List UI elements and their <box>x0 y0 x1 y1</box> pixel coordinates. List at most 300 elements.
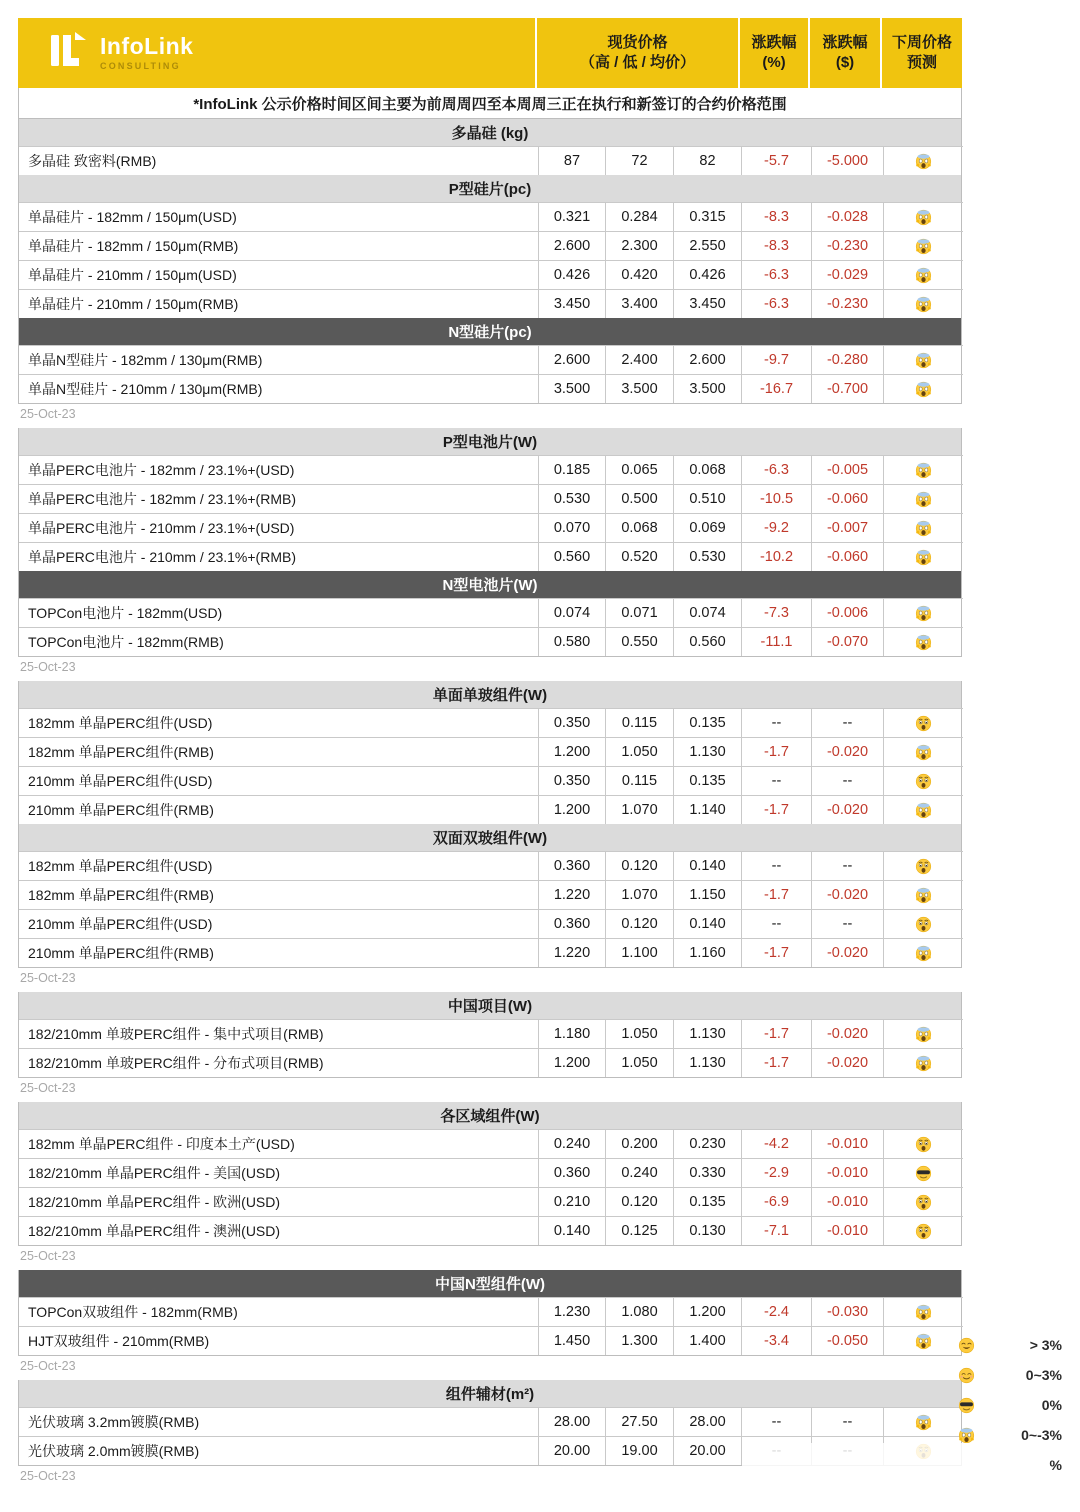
price-low: 0.520 <box>605 542 673 571</box>
product-label: 210mm 单晶PERC组件(USD) <box>19 766 538 795</box>
section-header: 中国N型组件(W) <box>19 1270 961 1297</box>
change-pct: -4.2 <box>741 1129 811 1158</box>
price-low: 0.200 <box>605 1129 673 1158</box>
price-high: 1.220 <box>538 880 605 909</box>
column-header-change-usd <box>810 18 882 88</box>
table-row <box>19 1019 961 1048</box>
astonished-emoji-icon <box>883 1187 963 1216</box>
price-avg: 1.130 <box>673 1019 741 1048</box>
brand-subtitle: CONSULTING <box>100 61 181 71</box>
change-pct: -8.3 <box>741 231 811 260</box>
price-high: 3.450 <box>538 289 605 318</box>
price-avg: 0.510 <box>673 484 741 513</box>
section-header: 双面双玻组件(W) <box>19 824 961 851</box>
price-low: 0.420 <box>605 260 673 289</box>
table-row <box>19 1048 961 1077</box>
price-high: 0.185 <box>538 455 605 484</box>
product-label: 单晶硅片 - 182mm / 150μm(USD) <box>19 202 538 231</box>
price-low: 2.300 <box>605 231 673 260</box>
table-row <box>19 1187 961 1216</box>
change-pct-unit: (%) <box>762 54 786 71</box>
change-usd: -- <box>811 1407 883 1436</box>
change-pct: -1.7 <box>741 795 811 824</box>
product-label: 多晶硅 致密料(RMB) <box>19 146 538 175</box>
change-usd: -0.060 <box>811 484 883 513</box>
price-high: 0.530 <box>538 484 605 513</box>
legend-item <box>958 1360 1062 1390</box>
date-label: 25-Oct-23 <box>20 407 76 421</box>
table-row <box>19 484 961 513</box>
change-usd: -0.010 <box>811 1158 883 1187</box>
table-row <box>19 598 961 627</box>
table-row <box>19 231 961 260</box>
price-block <box>18 1270 962 1356</box>
section-header: P型硅片(pc) <box>19 175 961 202</box>
price-high: 0.140 <box>538 1216 605 1245</box>
section-header: N型电池片(W) <box>19 571 961 598</box>
scream-emoji-icon <box>883 795 963 824</box>
legend-label: 0~3% <box>1025 1367 1062 1383</box>
section-header: P型电池片(W) <box>19 428 961 455</box>
astonished-emoji-icon <box>883 1129 963 1158</box>
scream-emoji-icon <box>958 1427 978 1444</box>
legend-label: % <box>1049 1457 1062 1473</box>
price-avg: 0.560 <box>673 627 741 656</box>
price-high: 0.360 <box>538 1158 605 1187</box>
price-high: 1.220 <box>538 938 605 967</box>
product-label: 182mm 单晶PERC组件 - 印度本土产(USD) <box>19 1129 538 1158</box>
scream-emoji-icon <box>883 146 963 175</box>
change-usd: -0.050 <box>811 1326 883 1355</box>
price-note: *InfoLink 公示价格时间区间主要为前周周四至本周周三正在执行和新签订的合约价格范围 <box>18 88 962 119</box>
product-label: 单晶PERC电池片 - 182mm / 23.1%+(USD) <box>19 455 538 484</box>
scream-emoji-icon <box>883 484 963 513</box>
product-label: 182mm 单晶PERC组件(USD) <box>19 851 538 880</box>
price-low: 0.120 <box>605 909 673 938</box>
change-usd: -0.230 <box>811 231 883 260</box>
price-high: 0.560 <box>538 542 605 571</box>
change-pct: -6.3 <box>741 260 811 289</box>
price-avg: 3.500 <box>673 374 741 403</box>
cool-emoji-icon <box>958 1397 978 1414</box>
price-avg: 0.230 <box>673 1129 741 1158</box>
price-low: 0.120 <box>605 1187 673 1216</box>
change-usd: -0.020 <box>811 938 883 967</box>
table-row <box>19 1407 961 1436</box>
price-high: 0.321 <box>538 202 605 231</box>
price-avg: 82 <box>673 146 741 175</box>
price-high: 28.00 <box>538 1407 605 1436</box>
change-usd: -0.007 <box>811 513 883 542</box>
legend-label: 0~-3% <box>1021 1427 1062 1443</box>
price-low: 0.115 <box>605 708 673 737</box>
price-low: 0.125 <box>605 1216 673 1245</box>
scream-emoji-icon <box>883 1019 963 1048</box>
price-high: 0.210 <box>538 1187 605 1216</box>
product-label: 182/210mm 单晶PERC组件 - 澳洲(USD) <box>19 1216 538 1245</box>
price-high: 0.580 <box>538 627 605 656</box>
change-usd-label: 涨跌幅 <box>822 34 868 51</box>
change-usd: -0.020 <box>811 880 883 909</box>
price-avg: 28.00 <box>673 1407 741 1436</box>
price-low: 3.400 <box>605 289 673 318</box>
table-row <box>19 542 961 571</box>
change-pct: -10.5 <box>741 484 811 513</box>
price-avg: 0.130 <box>673 1216 741 1245</box>
price-low: 0.068 <box>605 513 673 542</box>
table-row <box>19 1297 961 1326</box>
price-avg: 20.00 <box>673 1436 741 1465</box>
change-pct: -1.7 <box>741 880 811 909</box>
change-pct: -- <box>741 1407 811 1436</box>
cool-emoji-icon <box>883 1158 963 1187</box>
product-label: 光伏玻璃 2.0mm镀膜(RMB) <box>19 1436 538 1465</box>
table-row <box>19 202 961 231</box>
date-label: 25-Oct-23 <box>20 660 76 674</box>
price-high: 1.200 <box>538 737 605 766</box>
change-pct: -11.1 <box>741 627 811 656</box>
price-high: 1.450 <box>538 1326 605 1355</box>
table-row <box>19 766 961 795</box>
product-label: 182/210mm 单晶PERC组件 - 美国(USD) <box>19 1158 538 1187</box>
price-low: 1.070 <box>605 880 673 909</box>
price-avg: 0.069 <box>673 513 741 542</box>
scream-emoji-icon <box>883 1297 963 1326</box>
brand-text <box>100 35 193 71</box>
change-usd: -0.006 <box>811 598 883 627</box>
change-usd: -- <box>811 766 883 795</box>
table-row <box>19 289 961 318</box>
scream-emoji-icon <box>883 737 963 766</box>
price-avg: 1.160 <box>673 938 741 967</box>
price-high: 20.00 <box>538 1436 605 1465</box>
change-usd: -0.020 <box>811 737 883 766</box>
table-row <box>19 708 961 737</box>
price-avg: 0.135 <box>673 766 741 795</box>
change-usd: -5.000 <box>811 146 883 175</box>
product-label: 单晶N型硅片 - 210mm / 130μm(RMB) <box>19 374 538 403</box>
product-label: TOPCon电池片 - 182mm(USD) <box>19 598 538 627</box>
price-low: 0.115 <box>605 766 673 795</box>
change-pct: -6.3 <box>741 455 811 484</box>
section-header: 中国项目(W) <box>19 992 961 1019</box>
price-block <box>18 1102 962 1246</box>
product-label: 210mm 单晶PERC组件(USD) <box>19 909 538 938</box>
scream-emoji-icon <box>883 880 963 909</box>
product-label: TOPCon电池片 - 182mm(RMB) <box>19 627 538 656</box>
price-avg: 0.140 <box>673 909 741 938</box>
price-avg: 1.140 <box>673 795 741 824</box>
price-low: 1.050 <box>605 1048 673 1077</box>
price-high: 1.180 <box>538 1019 605 1048</box>
price-low: 1.300 <box>605 1326 673 1355</box>
brand-name: InfoLink <box>100 33 194 59</box>
change-usd: -0.070 <box>811 627 883 656</box>
infolink-logo-icon <box>46 28 90 78</box>
change-usd: -0.010 <box>811 1129 883 1158</box>
price-avg: 3.450 <box>673 289 741 318</box>
change-pct: -9.2 <box>741 513 811 542</box>
date-label: 25-Oct-23 <box>20 1249 76 1263</box>
price-avg: 1.150 <box>673 880 741 909</box>
header-logo-cell <box>18 18 537 88</box>
legend-label: 0% <box>1041 1397 1062 1413</box>
price-block <box>18 681 962 968</box>
price-avg: 0.135 <box>673 708 741 737</box>
change-usd: -0.020 <box>811 795 883 824</box>
price-low: 1.070 <box>605 795 673 824</box>
smile-emoji-icon <box>958 1367 978 1384</box>
price-high: 0.350 <box>538 708 605 737</box>
change-pct: -6.3 <box>741 289 811 318</box>
price-low: 0.120 <box>605 851 673 880</box>
price-table <box>18 18 962 1490</box>
price-avg: 2.600 <box>673 345 741 374</box>
scream-emoji-icon <box>883 260 963 289</box>
product-label: 182mm 单晶PERC组件(USD) <box>19 708 538 737</box>
price-low: 27.50 <box>605 1407 673 1436</box>
price-low: 1.050 <box>605 737 673 766</box>
product-label: 210mm 单晶PERC组件(RMB) <box>19 938 538 967</box>
change-usd: -0.700 <box>811 374 883 403</box>
change-usd: -0.029 <box>811 260 883 289</box>
scream-emoji-icon <box>883 627 963 656</box>
product-label: 182mm 单晶PERC组件(RMB) <box>19 737 538 766</box>
table-row <box>19 880 961 909</box>
change-usd: -- <box>811 909 883 938</box>
price-avg: 1.200 <box>673 1297 741 1326</box>
price-low: 0.071 <box>605 598 673 627</box>
table-row <box>19 146 961 175</box>
change-usd: -- <box>811 708 883 737</box>
change-usd: -0.020 <box>811 1019 883 1048</box>
price-avg: 0.068 <box>673 455 741 484</box>
price-high: 87 <box>538 146 605 175</box>
change-usd: -0.010 <box>811 1216 883 1245</box>
section-header: 组件辅材(m²) <box>19 1380 961 1407</box>
table-row <box>19 1326 961 1355</box>
scream-emoji-icon <box>883 289 963 318</box>
product-label: 182mm 单晶PERC组件(RMB) <box>19 880 538 909</box>
change-pct: -7.1 <box>741 1216 811 1245</box>
white-overlay <box>742 1443 1040 1489</box>
change-pct: -5.7 <box>741 146 811 175</box>
table-row <box>19 1216 961 1245</box>
price-block <box>18 428 962 657</box>
forecast-label-line2: 预测 <box>906 54 937 71</box>
price-low: 72 <box>605 146 673 175</box>
astonished-emoji-icon <box>883 909 963 938</box>
spot-price-label: 现货价格 <box>607 34 668 51</box>
astonished-emoji-icon <box>883 851 963 880</box>
price-high: 0.350 <box>538 766 605 795</box>
price-low: 1.050 <box>605 1019 673 1048</box>
astonished-emoji-icon <box>883 708 963 737</box>
price-low: 3.500 <box>605 374 673 403</box>
product-label: 210mm 单晶PERC组件(RMB) <box>19 795 538 824</box>
table-row <box>19 795 961 824</box>
table-row <box>19 851 961 880</box>
legend-item <box>958 1330 1062 1360</box>
product-label: 单晶硅片 - 210mm / 150μm(USD) <box>19 260 538 289</box>
product-label: TOPCon双玻组件 - 182mm(RMB) <box>19 1297 538 1326</box>
section-header: N型硅片(pc) <box>19 318 961 345</box>
change-pct: -1.7 <box>741 737 811 766</box>
change-pct: -- <box>741 851 811 880</box>
column-header-spot-price <box>537 18 740 88</box>
table-row <box>19 455 961 484</box>
change-usd-unit: ($) <box>835 54 855 71</box>
date-label: 25-Oct-23 <box>20 971 76 985</box>
change-pct: -1.7 <box>741 938 811 967</box>
scream-emoji-icon <box>883 1048 963 1077</box>
scream-emoji-icon <box>883 1407 963 1436</box>
table-row <box>19 909 961 938</box>
price-avg: 1.400 <box>673 1326 741 1355</box>
price-avg: 0.140 <box>673 851 741 880</box>
change-pct: -16.7 <box>741 374 811 403</box>
astonished-emoji-icon <box>883 1216 963 1245</box>
change-pct: -3.4 <box>741 1326 811 1355</box>
product-label: 单晶硅片 - 182mm / 150μm(RMB) <box>19 231 538 260</box>
forecast-label-line1: 下周价格 <box>891 34 952 51</box>
table-header <box>18 18 962 88</box>
table-blocks <box>18 119 962 1484</box>
price-high: 0.074 <box>538 598 605 627</box>
change-pct: -9.7 <box>741 345 811 374</box>
scream-emoji-icon <box>883 202 963 231</box>
change-usd: -0.280 <box>811 345 883 374</box>
price-high: 1.200 <box>538 795 605 824</box>
price-high: 0.360 <box>538 851 605 880</box>
astonished-emoji-icon <box>883 766 963 795</box>
price-low: 0.550 <box>605 627 673 656</box>
section-header: 单面单玻组件(W) <box>19 681 961 708</box>
table-row <box>19 513 961 542</box>
change-pct: -- <box>741 708 811 737</box>
product-label: HJT双玻组件 - 210mm(RMB) <box>19 1326 538 1355</box>
change-pct: -- <box>741 909 811 938</box>
table-row <box>19 737 961 766</box>
table-row <box>19 1158 961 1187</box>
scream-emoji-icon <box>883 598 963 627</box>
price-high: 0.070 <box>538 513 605 542</box>
price-avg: 1.130 <box>673 1048 741 1077</box>
change-usd: -0.030 <box>811 1297 883 1326</box>
price-block <box>18 992 962 1078</box>
legend-item <box>958 1390 1062 1420</box>
product-label: 182/210mm 单玻PERC组件 - 集中式项目(RMB) <box>19 1019 538 1048</box>
table-row <box>19 938 961 967</box>
change-pct: -- <box>741 766 811 795</box>
product-label: 182/210mm 单晶PERC组件 - 欧洲(USD) <box>19 1187 538 1216</box>
table-row <box>19 260 961 289</box>
product-label: 光伏玻璃 3.2mm镀膜(RMB) <box>19 1407 538 1436</box>
scream-emoji-icon <box>883 513 963 542</box>
price-avg: 0.426 <box>673 260 741 289</box>
price-avg: 0.330 <box>673 1158 741 1187</box>
column-header-forecast <box>882 18 962 88</box>
price-low: 0.065 <box>605 455 673 484</box>
date-label: 25-Oct-23 <box>20 1469 76 1483</box>
price-high: 1.200 <box>538 1048 605 1077</box>
section-header: 多晶硅 (kg) <box>19 119 961 146</box>
price-low: 0.500 <box>605 484 673 513</box>
scream-emoji-icon <box>883 231 963 260</box>
legend-label: > 3% <box>1029 1337 1062 1353</box>
change-pct: -10.2 <box>741 542 811 571</box>
price-high: 1.230 <box>538 1297 605 1326</box>
table-row <box>19 1129 961 1158</box>
price-high: 3.500 <box>538 374 605 403</box>
product-label: 单晶PERC电池片 - 210mm / 23.1%+(RMB) <box>19 542 538 571</box>
laugh-emoji-icon <box>958 1337 978 1354</box>
price-low: 19.00 <box>605 1436 673 1465</box>
product-label: 单晶硅片 - 210mm / 150μm(RMB) <box>19 289 538 318</box>
price-high: 2.600 <box>538 231 605 260</box>
change-pct: -8.3 <box>741 202 811 231</box>
price-avg: 0.530 <box>673 542 741 571</box>
price-avg: 2.550 <box>673 231 741 260</box>
price-block <box>18 119 962 404</box>
price-high: 0.240 <box>538 1129 605 1158</box>
price-avg: 0.315 <box>673 202 741 231</box>
change-pct: -2.9 <box>741 1158 811 1187</box>
price-avg: 0.074 <box>673 598 741 627</box>
price-avg: 1.130 <box>673 737 741 766</box>
change-usd: -0.028 <box>811 202 883 231</box>
change-usd: -0.060 <box>811 542 883 571</box>
change-pct-label: 涨跌幅 <box>751 34 797 51</box>
change-usd: -- <box>811 851 883 880</box>
scream-emoji-icon <box>883 542 963 571</box>
price-avg: 0.135 <box>673 1187 741 1216</box>
section-header: 各区域组件(W) <box>19 1102 961 1129</box>
scream-emoji-icon <box>883 1326 963 1355</box>
table-row <box>19 374 961 403</box>
price-low: 2.400 <box>605 345 673 374</box>
change-pct: -1.7 <box>741 1048 811 1077</box>
change-pct: -6.9 <box>741 1187 811 1216</box>
price-low: 0.284 <box>605 202 673 231</box>
product-label: 单晶PERC电池片 - 210mm / 23.1%+(USD) <box>19 513 538 542</box>
change-usd: -0.020 <box>811 1048 883 1077</box>
product-label: 单晶N型硅片 - 182mm / 130μm(RMB) <box>19 345 538 374</box>
date-label: 25-Oct-23 <box>20 1359 76 1373</box>
price-low: 1.100 <box>605 938 673 967</box>
table-row <box>19 627 961 656</box>
change-usd: -0.230 <box>811 289 883 318</box>
price-high: 0.426 <box>538 260 605 289</box>
change-usd: -0.005 <box>811 455 883 484</box>
date-label: 25-Oct-23 <box>20 1081 76 1095</box>
product-label: 182/210mm 单玻PERC组件 - 分布式项目(RMB) <box>19 1048 538 1077</box>
change-pct: -1.7 <box>741 1019 811 1048</box>
change-pct: -7.3 <box>741 598 811 627</box>
column-header-change-pct <box>740 18 810 88</box>
table-row <box>19 345 961 374</box>
price-high: 0.360 <box>538 909 605 938</box>
spot-price-sublabel: （高 / 低 / 均价） <box>579 54 695 71</box>
price-low: 0.240 <box>605 1158 673 1187</box>
price-high: 2.600 <box>538 345 605 374</box>
scream-emoji-icon <box>883 938 963 967</box>
scream-emoji-icon <box>883 345 963 374</box>
change-usd: -0.010 <box>811 1187 883 1216</box>
scream-emoji-icon <box>883 374 963 403</box>
change-pct: -2.4 <box>741 1297 811 1326</box>
scream-emoji-icon <box>883 455 963 484</box>
